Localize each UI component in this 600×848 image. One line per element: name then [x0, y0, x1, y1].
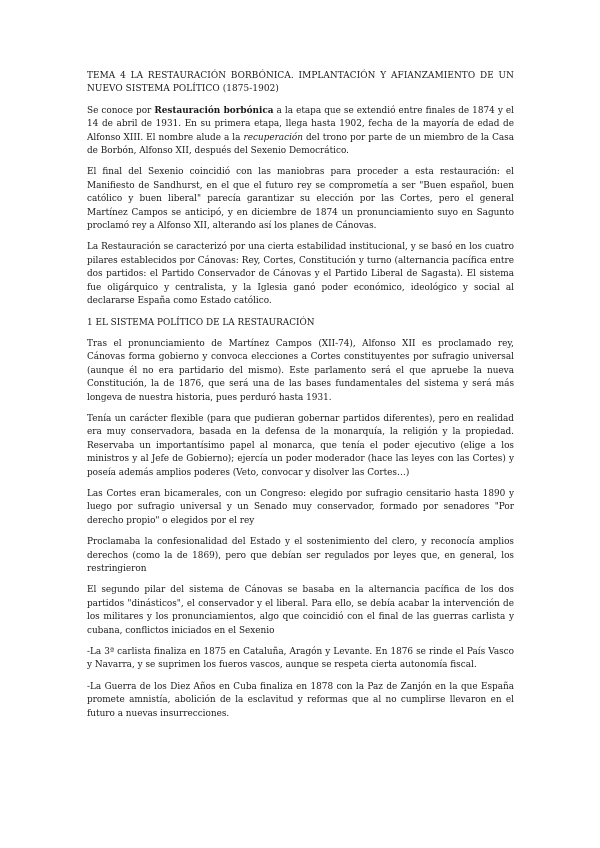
intro-text-a: Se conoce por: [87, 105, 155, 116]
paragraph-second-pillar: El segundo pilar del sistema de Cánovas se basaba en la alternancia pacífica de los dos partidos "dinásticos", el conservador y el liberal. Para ello, se debía acabar la intervención de los militares y los pronunciamientos, algo que coincidió con el final de las guerras carlista y cubana, conflictos iniciados en el Sexenio: [87, 585, 514, 636]
intro-italic-term: recuperación: [243, 132, 303, 143]
intro-text-c: a la etapa que se extendió entre finales de 1874 y el 14 de abril de 1931. En su primera etapa, llega hasta 1902, fecha de la mayoría de edad de Alfonso XIII. El nombre alude a la: [87, 105, 514, 143]
document-page: [87, 70, 514, 729]
intro-text-e: del trono por parte de un miembro de la Casa de Borbón, Alfonso XII, después del Sexenio Democrático.: [87, 132, 514, 157]
paragraph-cuba-war: -La Guerra de los Diez Años en Cuba finaliza en 1878 con la Paz de Zanjón en la que España promete amnistía, abolición de la esclavitud y reformas que al no cumplirse llevaron en el futuro a nuevas insurrecciones.: [87, 681, 514, 719]
paragraph-cortes: Las Cortes eran bicamerales, con un Congreso: elegido por sufragio censitario hasta 1890 y luego por sufragio universal y un Senado muy conservador, formado por senadores "Por derecho propio" o elegidos por el rey: [87, 488, 514, 526]
document-title: TEMA 4 LA RESTAURACIÓN BORBÓNICA. IMPLANTACIÓN Y AFIANZAMIENTO DE UN NUEVO SISTEMA POLÍTICO (1875-1902): [87, 71, 514, 95]
intro-bold-term: Restauración borbónica: [154, 105, 274, 116]
paragraph-intro: [87, 105, 514, 159]
paragraph-sexenio: El final del Sexenio coincidió con las maniobras para proceder a esta restauración: el Manifiesto de Sandhurst, en el que el futuro rey se comprometía a ser "Buen español, buen católico y buen liberal" parecía garantizar su elección por las Cortes, pero el general Martínez Campos se anticipó, y en diciembre de 1874 un pronunciamiento suyo en Sagunto proclamó rey a Alfonso XII, alterando así los planes de Cánovas.: [87, 167, 514, 232]
paragraph-constitution: Tras el pronunciamiento de Martínez Campos (XII-74), Alfonso XII es proclamado rey, Cánovas forma gobierno y convoca elecciones a Cortes constituyentes por sufragio universal (aunque él no era partidario del mismo). Este parlamento será el que apruebe la nueva Constitución, la de 1876, que será una de las bases fundamentales del sistema y será más longeva de nuestra historia, pues perduró hasta 1931.: [87, 338, 514, 403]
paragraph-flexible: Tenía un carácter flexible (para que pudieran gobernar partidos diferentes), pero en realidad era muy conservadora, basada en la defensa de la monarquía, la religión y la propiedad. Reservaba un importantísimo papel al monarca, que tenía el poder ejecutivo (elige a los ministros y al Jefe de Gobierno); ejercía un poder moderador (hace las leyes con las Cortes) y poseía además amplios poderes (Veto, convocar y disolver las Cortes…): [87, 413, 514, 478]
paragraph-pillars: La Restauración se caracterizó por una cierta estabilidad institucional, y se basó en los cuatro pilares establecidos por Cánovas: Rey, Cortes, Constitución y turno (alternancia pacífica entre dos partidos: el Partido Conservador de Cánovas y el Partido Liberal de Sagasta). El sistema fue oligárquico y centralista, y la Iglesia ganó poder económico, ideológico y social al declararse España como Estado católico.: [87, 242, 514, 307]
section-heading-1: 1 EL SISTEMA POLÍTICO DE LA RESTAURACIÓN: [87, 317, 315, 328]
paragraph-confesionalidad: Proclamaba la confesionalidad del Estado y el sostenimiento del clero, y reconocía amplios derechos (como la de 1869), pero que debían ser regulados por leyes que, en general, los restringieron: [87, 537, 514, 574]
paragraph-carlist-war: -La 3ª carlista finaliza en 1875 en Cataluña, Aragón y Levante. En 1876 se rinde el País Vasco y Navarra, y se suprimen los fueros vascos, aunque se respeta cierta autonomía fiscal.: [87, 647, 514, 671]
